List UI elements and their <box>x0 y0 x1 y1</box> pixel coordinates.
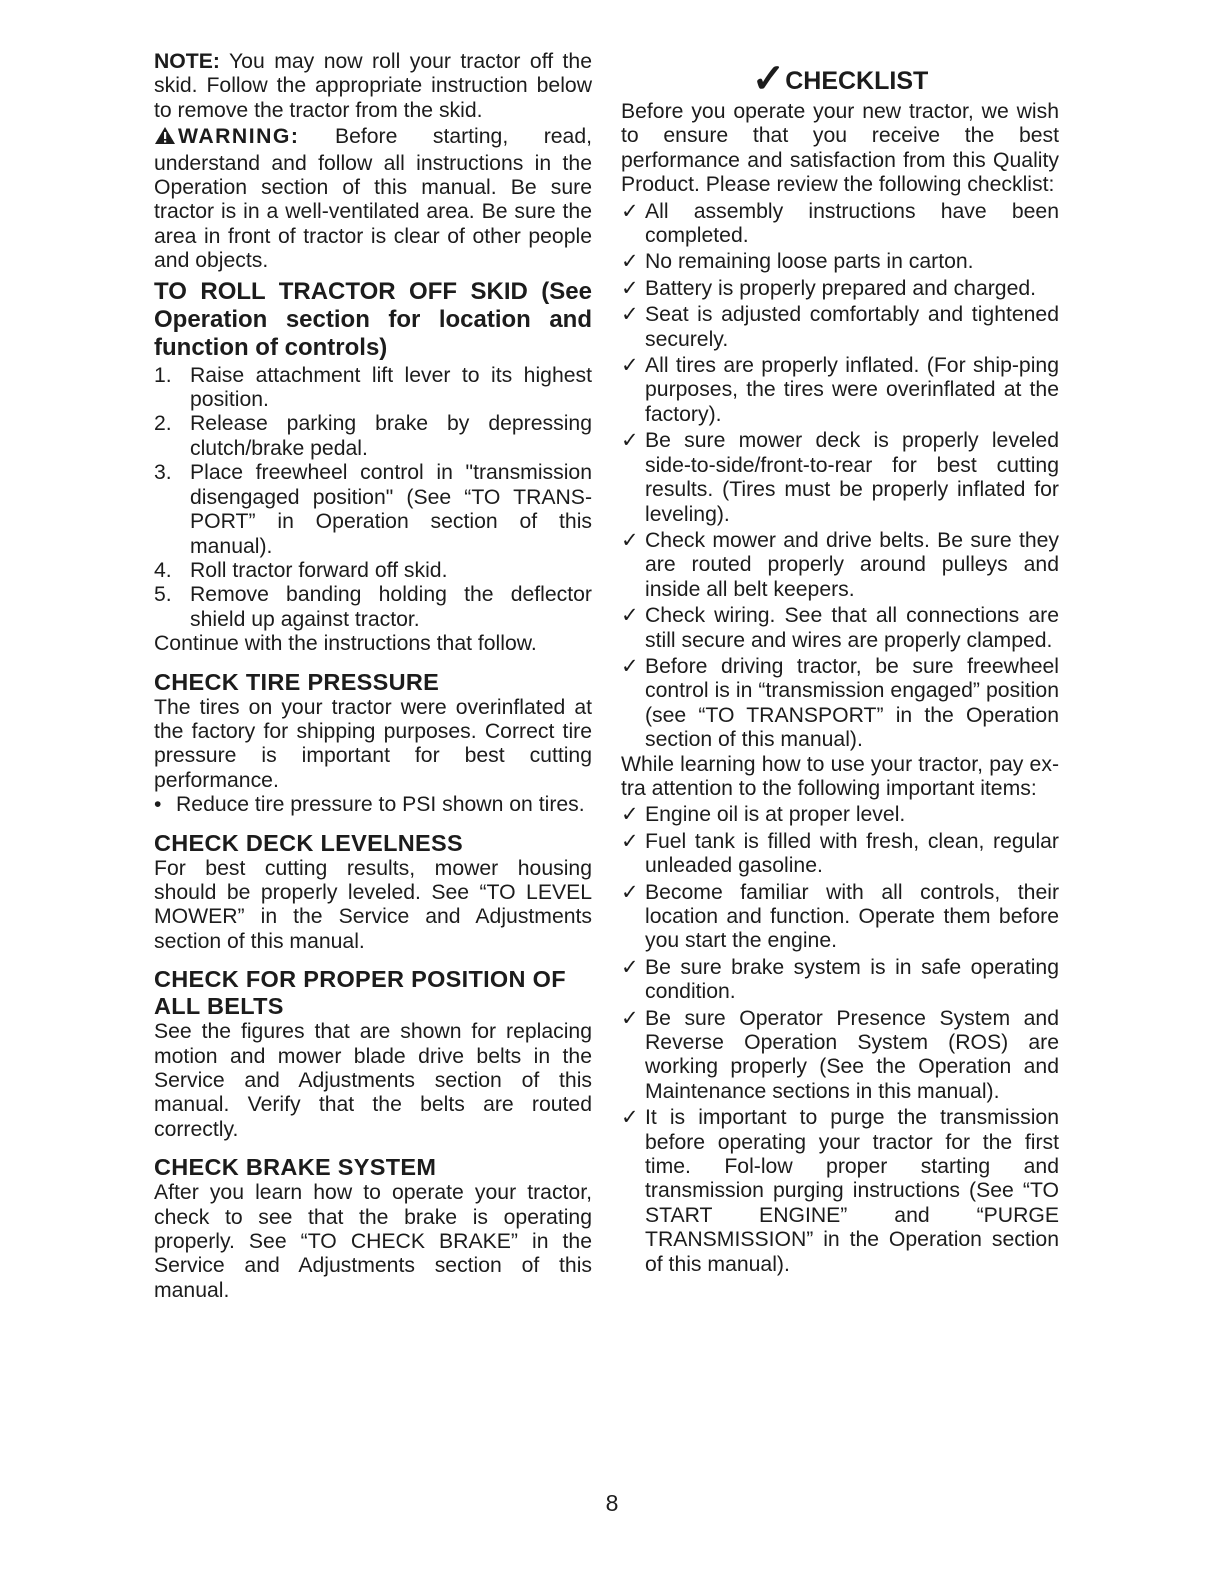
step-text: Release parking brake by depressing clutch/brake pedal. <box>190 412 592 460</box>
note-label: NOTE: <box>154 50 220 73</box>
checklist-item-text: All assembly instructions have been completed. <box>645 199 1059 248</box>
check-icon: ✓ <box>621 303 639 327</box>
step-text: Roll tractor forward off skid. <box>190 558 448 582</box>
checklist-item-text: Battery is properly prepared and charged. <box>645 276 1037 300</box>
tire-pressure-heading: CHECK TIRE PRESSURE <box>154 668 440 695</box>
important-item-text: Fuel tank is filled with fresh, clean, regular unleaded gasoline. <box>645 829 1059 878</box>
checklist-item-text: Check wiring. See that all connections are still secure and wires are properly clamped. <box>645 604 1059 652</box>
belts-heading: CHECK FOR PROPER POSITION OF ALL BELTS <box>154 966 566 1020</box>
deck-levelness-text: For best cutting results, mower housing should be properly leveled. See “TO LEVEL MOWER” in the Service and Adjustments section of this manual. <box>154 856 592 953</box>
brake-system-text: After you learn how to operate your tractor, check to see that the brake is operating properly. See “TO CHECK BRAKE” in the Service and Adjustments section of this manual. <box>154 1181 592 1302</box>
checklist-item-text: Seat is adjusted comfortably and tightened securely. <box>645 303 1059 351</box>
brake-system-heading: CHECK BRAKE SYSTEM <box>154 1154 437 1181</box>
step-number: 1. <box>154 363 172 387</box>
step-text: Remove banding holding the deflector shield up against tractor. <box>190 583 592 631</box>
list-item <box>621 655 1059 753</box>
left-column <box>154 50 592 1303</box>
check-icon: ✓ <box>621 276 639 300</box>
step-number: 2. <box>154 412 172 436</box>
list-item <box>621 200 1059 249</box>
belts-text: See the figures that are shown for replacing motion and mower blade drive belts in the Service and Adjustments section of this manual. Verify that the belts are routed correctly. <box>154 1020 592 1141</box>
checklist-title: CHECKLIST <box>785 67 929 95</box>
bullet-icon: • <box>154 793 162 817</box>
list-item <box>154 583 592 632</box>
check-icon: ✓ <box>621 955 639 979</box>
checklist-item-text: Check mower and drive belts. Be sure they are routed properly around pulleys and inside all belt keepers. <box>645 528 1059 601</box>
checklist-item-text: Be sure mower deck is properly leveled side-to-side/front-to-rear for best cutting results. (Tires must be properly inflated for leveling). <box>645 429 1059 526</box>
bullet-text: Reduce tire pressure to PSI shown on tires. <box>176 793 585 817</box>
check-icon: ✓ <box>621 429 639 453</box>
list-item <box>154 364 592 413</box>
step-number: 4. <box>154 558 172 582</box>
checklist-item-text: All tires are properly inflated. (For ship-ping purposes, the tires were overinflated at the factory). <box>645 354 1059 426</box>
list-item <box>621 830 1059 879</box>
roll-tractor-heading: TO ROLL TRACTOR OFF SKID (See Operation section for location and function of controls) <box>154 277 592 361</box>
step-number: 5. <box>154 583 172 607</box>
list-item <box>154 461 592 559</box>
check-icon: ✓ <box>621 528 639 552</box>
note-paragraph <box>154 50 592 123</box>
important-item-text: Be sure Operator Presence System and Reverse Operation System (ROS) are working properly (See the Operation and Maintenance sections in this manual). <box>645 1006 1059 1103</box>
check-icon: ✓ <box>621 803 639 827</box>
step-text: Raise attachment lift lever to its highest position. <box>190 363 592 412</box>
list-item <box>621 1007 1059 1105</box>
list-item <box>154 559 592 583</box>
important-items-intro: While learning how to use your tractor, pay ex-tra attention to the following important items: <box>621 752 1059 800</box>
checklist-intro: Before you operate your new tractor, we wish to ensure that you receive the best performance and satisfaction from this Quality Product. Please review the following checklist: <box>621 100 1059 197</box>
checklist-heading <box>621 58 1059 100</box>
tire-pressure-text: The tires on your tractor were overinflated at the factory for shipping purposes. Correct tire pressure is important for best cutting performance. <box>154 695 592 792</box>
note-text: You may now roll your tractor off the skid. Follow the appropriate instruction below to remove the tractor from the skid. <box>154 50 592 122</box>
check-icon: ✓ <box>621 829 639 853</box>
continue-text: Continue with the instructions that follow. <box>154 632 537 656</box>
check-icon: ✓ <box>621 880 639 904</box>
list-item <box>621 1106 1059 1277</box>
deck-levelness-heading: CHECK DECK LEVELNESS <box>154 829 463 856</box>
important-item-text: Become familiar with all controls, their location and function. Operate them before you start the engine. <box>645 880 1059 953</box>
check-icon: ✓ <box>621 199 639 223</box>
important-item-text: Engine oil is at proper level. <box>645 803 906 827</box>
right-column <box>621 50 1059 1277</box>
roll-steps-list <box>154 364 592 632</box>
check-icon: ✓ <box>621 604 639 628</box>
list-item <box>621 529 1059 602</box>
step-text: Place freewheel control in "transmission disengaged position" (See “TO TRANS-PORT” in Operation section of this manual). <box>190 461 592 558</box>
step-number: 3. <box>154 461 172 485</box>
list-item <box>621 354 1059 427</box>
check-icon: ✓ <box>751 57 786 101</box>
warning-label: WARNING: <box>178 125 300 149</box>
warning-paragraph <box>154 125 592 273</box>
warning-triangle-icon <box>154 126 176 151</box>
list-item <box>621 429 1059 527</box>
check-icon: ✓ <box>621 1106 639 1130</box>
list-item <box>621 803 1059 827</box>
list-item <box>621 604 1059 653</box>
important-item-text: It is important to purge the transmission before operating your tractor for the first time. Fol-low proper starting and transmission purging instructions (See “TO START ENGINE” and “PURGE TRANSMISSION” in the Operation section of this manual). <box>645 1106 1059 1276</box>
list-item <box>621 250 1059 274</box>
list-item <box>621 956 1059 1005</box>
check-icon: ✓ <box>621 1006 639 1030</box>
list-item <box>621 303 1059 352</box>
check-icon: ✓ <box>621 354 639 378</box>
important-item-text: Be sure brake system is in safe operating condition. <box>645 955 1059 1004</box>
check-icon: ✓ <box>621 654 639 678</box>
check-icon: ✓ <box>621 250 639 274</box>
checklist-item-text: Before driving tractor, be sure freewheel control is in “transmission engaged” position (see “TO TRANSPORT” in the Operation section of this manual). <box>645 654 1059 752</box>
list-item <box>154 412 592 461</box>
checklist-item-text: No remaining loose parts in carton. <box>645 250 974 274</box>
tire-pressure-bullet <box>154 793 592 817</box>
list-item <box>621 881 1059 954</box>
page-number: 8 <box>605 1490 619 1516</box>
list-item <box>621 277 1059 301</box>
warning-text: Before starting, read, understand and follow all instructions in the Operation section of this manual. Be sure tractor is in a well-ventilated area. Be sure the area in front of tractor is clear of other people and objects. <box>154 125 592 273</box>
